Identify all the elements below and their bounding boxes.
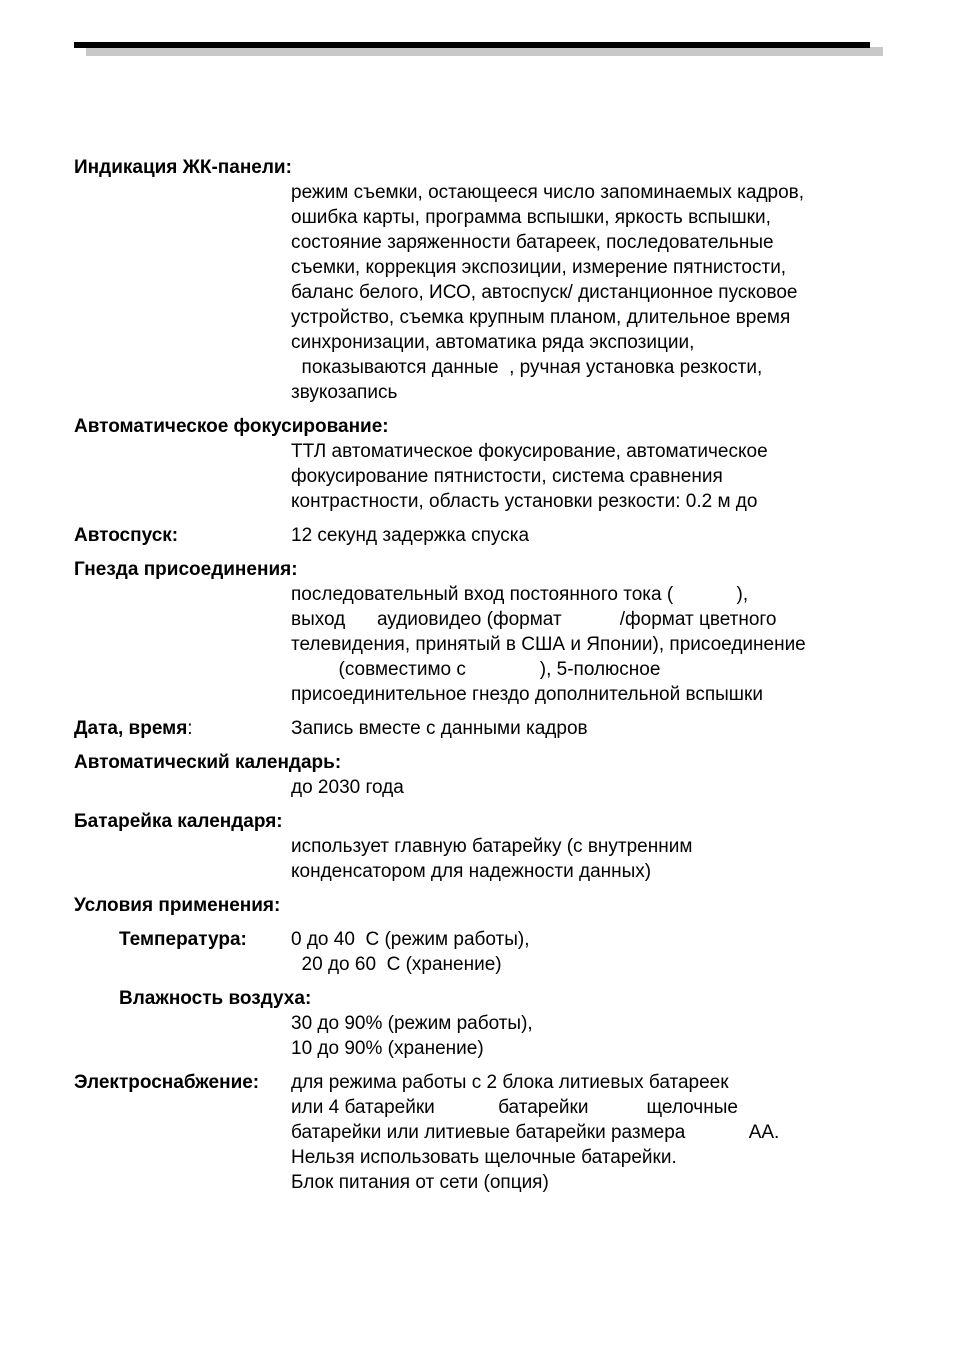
spec-line: состояние заряженности батареек, последовательные: [291, 232, 774, 253]
spec-line: баланс белого, ИСО, автоспуск/ дистанционное пусковое: [291, 282, 798, 303]
spec-line: Запись вместе с данными кадров: [291, 718, 588, 739]
spec-label: Автоматическое фокусирование:: [74, 416, 389, 437]
spec-value: [291, 1070, 779, 1195]
spec-value: [291, 716, 588, 741]
spec-power: [74, 1070, 894, 1195]
spec-line: 30 до 90% (режим работы),: [291, 1013, 533, 1034]
spec-humidity: [74, 986, 894, 1061]
spec-label: Автоспуск:: [74, 525, 179, 546]
spec-value: [74, 775, 894, 800]
spec-line: для режима работы с 2 блока литиевых батареек: [291, 1072, 729, 1093]
spec-sockets: [74, 557, 894, 707]
spec-line: телевидения, принятый в США и Японии), присоединение: [291, 634, 806, 655]
spec-line: 0 до 40 C (режим работы),: [291, 929, 530, 950]
spec-selftimer: [74, 523, 894, 548]
spec-list: [74, 155, 894, 1204]
spec-label: Индикация ЖК-панели:: [74, 157, 292, 178]
spec-calendar-battery: [74, 809, 894, 884]
spec-line: 10 до 90% (хранение): [291, 1038, 484, 1059]
spec-value: [74, 834, 894, 884]
spec-line: (совместимо с ), 5-полюсное: [291, 659, 661, 680]
spec-line: 12 секунд задержка спуска: [291, 525, 530, 546]
spec-line: последовательный вход постоянного тока ( ),: [291, 584, 749, 605]
spec-conditions: [74, 893, 894, 1061]
spec-line: до 2030 года: [291, 777, 404, 798]
spec-label: [74, 716, 291, 741]
spec-label: Электроснабжение:: [74, 1072, 260, 1093]
header-rule-shadow: [86, 47, 883, 56]
spec-datetime: [74, 716, 894, 741]
spec-line: показываются данные , ручная установка резкости,: [291, 357, 763, 378]
spec-line: съемки, коррекция экспозиции, измерение пятнистости,: [291, 257, 787, 278]
spec-value: [291, 927, 530, 977]
spec-label: Автоматический календарь:: [74, 752, 342, 773]
spec-line: или 4 батарейки батарейки щелочные: [291, 1097, 738, 1118]
spec-line: использует главную батарейку (с внутренним: [291, 836, 693, 857]
spec-line: фокусирование пятнистости, система сравнения: [291, 466, 723, 487]
spec-line: батарейки или литиевые батарейки размера АА.: [291, 1122, 780, 1143]
spec-line: звукозапись: [291, 382, 398, 403]
header-rule: [74, 42, 870, 48]
spec-line: Нельзя использовать щелочные батарейки.: [291, 1147, 677, 1168]
spec-line: ошибка карты, программа вспышки, яркость вспышки,: [291, 207, 771, 228]
spec-line: выход аудиовидео (формат /формат цветного: [291, 609, 777, 630]
spec-label-text: Дата, время: [74, 718, 188, 739]
spec-value: [74, 1011, 894, 1061]
spec-value: [74, 582, 894, 707]
spec-autofocus: [74, 414, 894, 514]
spec-label: Гнезда присоединения:: [74, 559, 298, 580]
spec-label: Батарейка календаря:: [74, 811, 283, 832]
spec-line: Блок питания от сети (опция): [291, 1172, 549, 1193]
spec-line: 20 до 60 C (хранение): [291, 954, 502, 975]
spec-line: ТТЛ автоматическое фокусирование, автоматическое: [291, 441, 768, 462]
spec-line: контрастности, область установки резкости: 0.2 м до: [291, 491, 758, 512]
spec-line: синхронизации, автоматика ряда экспозиции,: [291, 332, 695, 353]
spec-line: устройство, съемка крупным планом, длительное время: [291, 307, 791, 328]
spec-line: конденсатором для надежности данных): [291, 861, 652, 882]
spec-value: [74, 439, 894, 514]
spec-line: режим съемки, остающееся число запоминаемых кадров,: [291, 182, 805, 203]
spec-line: присоединительное гнездо дополнительной вспышки: [291, 684, 763, 705]
spec-value: [74, 180, 894, 405]
spec-value: [291, 523, 529, 548]
spec-lcd: [74, 155, 894, 405]
spec-label: Условия применения:: [74, 895, 281, 916]
spec-label-suffix: :: [187, 718, 193, 739]
spec-sublabel: Влажность воздуха:: [119, 988, 312, 1009]
spec-sublabel: Температура:: [119, 929, 247, 950]
spec-temperature: [74, 927, 894, 977]
spec-calendar: [74, 750, 894, 800]
